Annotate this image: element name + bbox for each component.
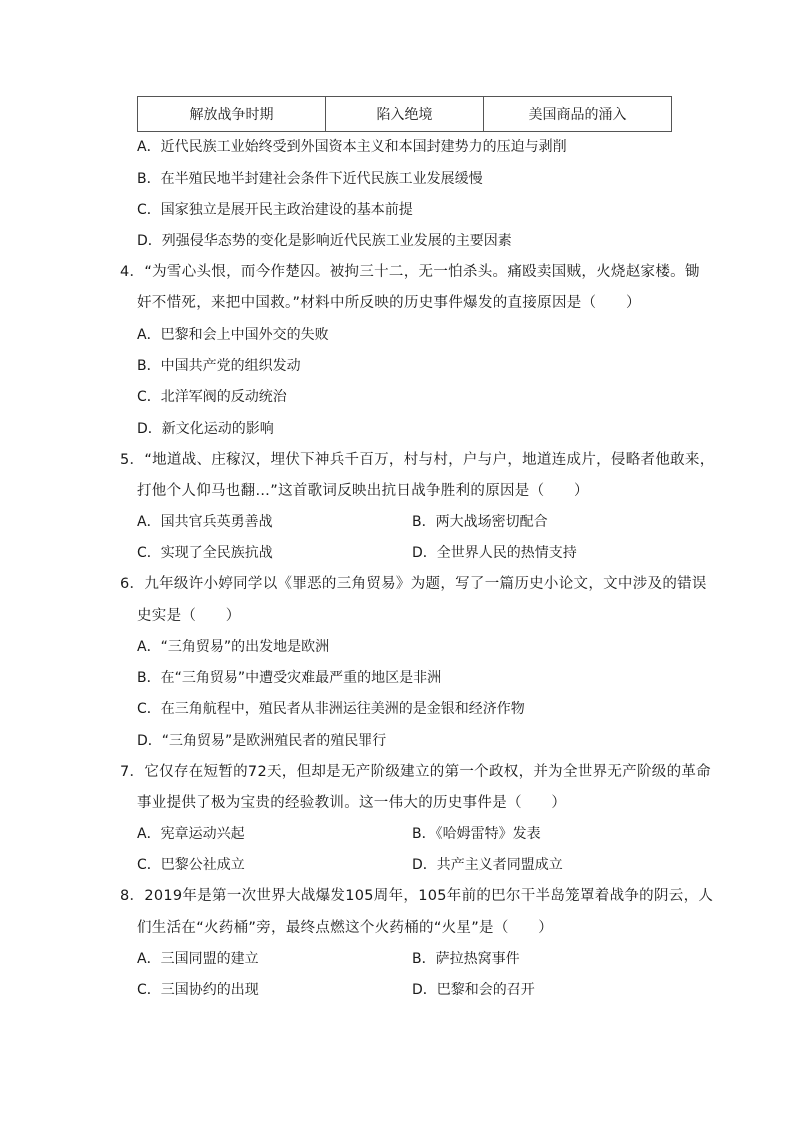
table-cell-cause: 美国商品的涌入 (484, 97, 672, 132)
q3-option-a: A．近代民族工业始终受到外国资本主义和本国封建势力的压迫与剥削 (137, 139, 567, 155)
table-cell-status: 陷入绝境 (326, 97, 484, 132)
q8-option-c: C．三国协约的出现 (137, 982, 259, 998)
q4-stem-line2: 奸不惜死，来把中国救。”材料中所反映的历史事件爆发的直接原因是（ ） (137, 295, 641, 311)
q7-stem-line2: 事业提供了极为宝贵的经验教训。这一伟大的历史事件是（ ） (137, 795, 567, 811)
q8-option-b: B．萨拉热窝事件 (412, 951, 520, 967)
q5-stem-line2: 打他个人仰马也翻…”这首歌词反映出抗日战争胜利的原因是（ ） (137, 483, 589, 499)
q7-option-d: D．共产主义者同盟成立 (412, 857, 563, 873)
q7-stem-line1: 7．它仅存在短暂的72天，但却是无产阶级建立的第一个政权，并为全世界无产阶级的革命 (120, 764, 711, 780)
q7-option-c: C．巴黎公社成立 (137, 857, 245, 873)
q8-stem-line1: 8．2019年是第一次世界大战爆发105周年，105年前的巴尔干半岛笼罩着战争的阴云，人 (120, 888, 714, 904)
q7-option-a: A．宪章运动兴起 (137, 826, 245, 842)
table-cell-period: 解放战争时期 (138, 97, 326, 132)
q4-option-d: D．新文化运动的影响 (137, 421, 274, 437)
q8-stem-line2: 们生活在“火药桶”旁，最终点燃这个火药桶的“火星”是（ ） (137, 920, 554, 936)
q3-option-b: B．在半殖民地半封建社会条件下近代民族工业发展缓慢 (137, 171, 483, 187)
q5-option-a: A．国共官兵英勇善战 (137, 514, 273, 530)
q8-option-d: D．巴黎和会的召开 (412, 982, 535, 998)
q3-option-d: D．列强侵华态势的变化是影响近代民族工业发展的主要因素 (137, 233, 512, 249)
q6-option-a: A．“三角贸易”的出发地是欧洲 (137, 639, 330, 655)
q8-option-a: A．三国同盟的建立 (137, 951, 259, 967)
q6-stem-line1: 6．九年级许小婷同学以《罪恶的三角贸易》为题，写了一篇历史小论文，文中涉及的错误 (120, 576, 707, 592)
q3-option-c: C．国家独立是展开民主政治建设的基本前提 (137, 202, 413, 218)
q5-option-b: B．两大战场密切配合 (412, 514, 548, 530)
q4-option-b: B．中国共产党的组织发动 (137, 358, 301, 374)
q5-option-d: D．全世界人民的热情支持 (412, 545, 577, 561)
table-row (138, 97, 672, 132)
q7-option-b: B．《哈姆雷特》发表 (412, 826, 541, 842)
q6-option-b: B．在“三角贸易”中遭受灾难最严重的地区是非洲 (137, 670, 442, 686)
q4-stem-line1: 4．“为雪心头恨，而今作楚囚。被拘三十二，无一怕杀头。痛殴卖国贼，火烧赵家楼。锄 (120, 264, 700, 280)
q5-stem-line1: 5．“地道战、庄稼汉，埋伏下神兵千百万，村与村，户与户，地道连成片，侵略者他敢来， (120, 452, 715, 468)
q4-option-c: C．北洋军阀的反动统治 (137, 389, 287, 405)
q5-option-c: C．实现了全民族抗战 (137, 545, 273, 561)
q6-option-c: C．在三角航程中，殖民者从非洲运往美洲的是金银和经济作物 (137, 701, 525, 717)
comparison-table (137, 96, 672, 132)
q4-option-a: A．巴黎和会上中国外交的失败 (137, 327, 329, 343)
q6-stem-line2: 史实是（ ） (137, 608, 241, 624)
q6-option-d: D．“三角贸易”是欧洲殖民者的殖民罪行 (137, 733, 387, 749)
